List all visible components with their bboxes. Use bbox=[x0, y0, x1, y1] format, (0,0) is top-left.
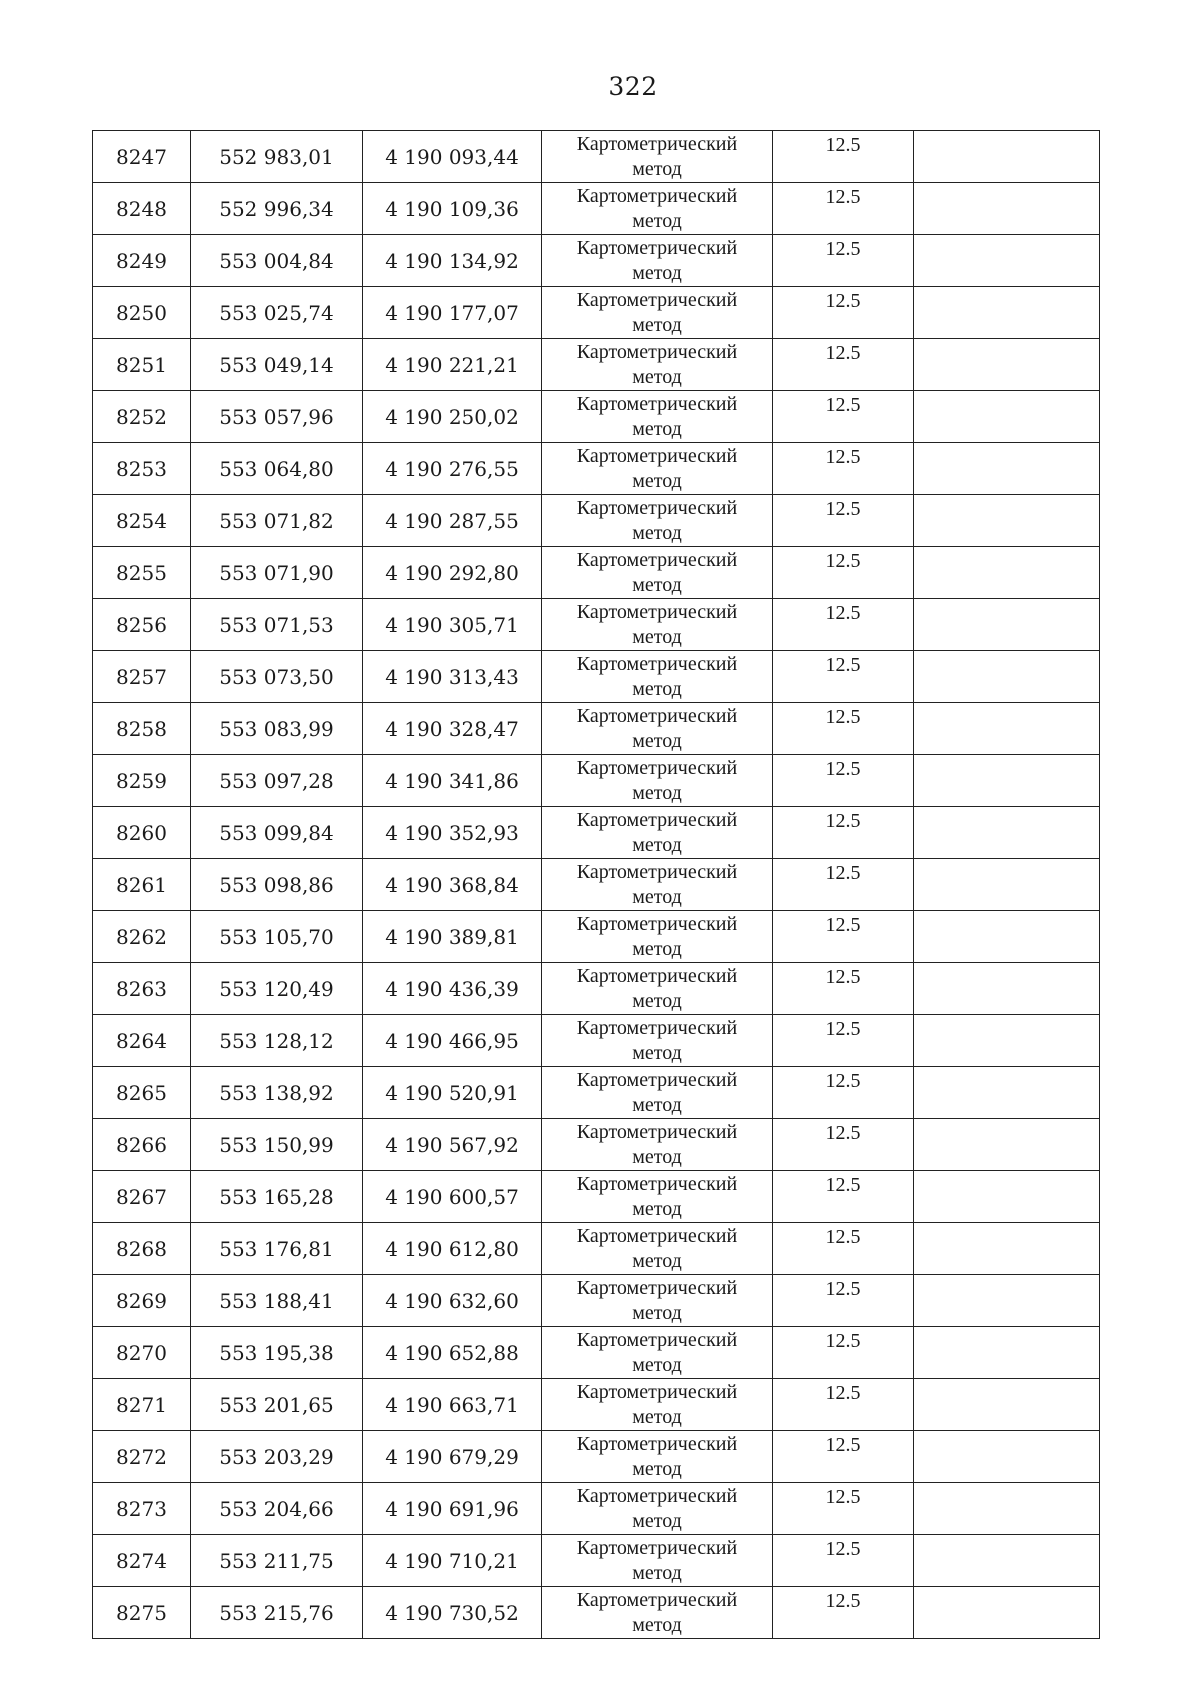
page-number: 322 bbox=[608, 72, 658, 101]
note-cell bbox=[914, 1223, 1100, 1275]
method-cell bbox=[542, 963, 773, 1015]
note-cell bbox=[914, 1535, 1100, 1587]
method-line-1: Картометрический bbox=[576, 341, 738, 363]
y-coordinate-cell: 4 190 287,55 bbox=[363, 495, 542, 547]
method-line-2: метод bbox=[632, 990, 682, 1012]
method-line-2: метод bbox=[632, 158, 682, 180]
table-row bbox=[93, 183, 1100, 235]
y-coordinate-cell: 4 190 134,92 bbox=[363, 235, 542, 287]
accuracy-cell: 12.5 bbox=[773, 131, 914, 183]
point-number-cell: 8272 bbox=[93, 1431, 191, 1483]
accuracy-cell: 12.5 bbox=[773, 807, 914, 859]
x-coordinate-cell: 553 064,80 bbox=[191, 443, 363, 495]
method-line-2: метод bbox=[632, 1562, 682, 1584]
table-row bbox=[93, 911, 1100, 963]
method-line-1: Картометрический bbox=[576, 393, 738, 415]
accuracy-cell: 12.5 bbox=[773, 599, 914, 651]
method-cell bbox=[542, 859, 773, 911]
note-cell bbox=[914, 1587, 1100, 1639]
accuracy-cell: 12.5 bbox=[773, 1535, 914, 1587]
table-row bbox=[93, 703, 1100, 755]
point-number-cell: 8254 bbox=[93, 495, 191, 547]
method-line-2: метод bbox=[632, 886, 682, 908]
method-cell bbox=[542, 807, 773, 859]
accuracy-cell: 12.5 bbox=[773, 1171, 914, 1223]
x-coordinate-cell: 553 176,81 bbox=[191, 1223, 363, 1275]
method-line-1: Картометрический bbox=[576, 601, 738, 623]
accuracy-cell: 12.5 bbox=[773, 443, 914, 495]
y-coordinate-cell: 4 190 276,55 bbox=[363, 443, 542, 495]
table-row bbox=[93, 755, 1100, 807]
method-line-2: метод bbox=[632, 574, 682, 596]
method-line-2: метод bbox=[632, 782, 682, 804]
note-cell bbox=[914, 1067, 1100, 1119]
accuracy-cell: 12.5 bbox=[773, 287, 914, 339]
method-line-2: метод bbox=[632, 262, 682, 284]
note-cell bbox=[914, 1327, 1100, 1379]
y-coordinate-cell: 4 190 600,57 bbox=[363, 1171, 542, 1223]
method-cell bbox=[542, 1275, 773, 1327]
method-line-1: Картометрический bbox=[576, 1225, 738, 1247]
x-coordinate-cell: 553 138,92 bbox=[191, 1067, 363, 1119]
method-cell bbox=[542, 1119, 773, 1171]
method-line-2: метод bbox=[632, 938, 682, 960]
accuracy-cell: 12.5 bbox=[773, 339, 914, 391]
accuracy-cell: 12.5 bbox=[773, 755, 914, 807]
method-cell bbox=[542, 443, 773, 495]
accuracy-cell: 12.5 bbox=[773, 1327, 914, 1379]
accuracy-cell: 12.5 bbox=[773, 911, 914, 963]
method-line-2: метод bbox=[632, 834, 682, 856]
table-row bbox=[93, 235, 1100, 287]
x-coordinate-cell: 553 203,29 bbox=[191, 1431, 363, 1483]
method-line-1: Картометрический bbox=[576, 861, 738, 883]
note-cell bbox=[914, 495, 1100, 547]
table-row bbox=[93, 1431, 1100, 1483]
method-line-1: Картометрический bbox=[576, 1381, 738, 1403]
x-coordinate-cell: 553 025,74 bbox=[191, 287, 363, 339]
method-line-1: Картометрический bbox=[576, 1277, 738, 1299]
accuracy-cell: 12.5 bbox=[773, 391, 914, 443]
method-cell bbox=[542, 339, 773, 391]
method-line-2: метод bbox=[632, 210, 682, 232]
point-number-cell: 8258 bbox=[93, 703, 191, 755]
accuracy-cell: 12.5 bbox=[773, 1379, 914, 1431]
note-cell bbox=[914, 1483, 1100, 1535]
method-line-2: метод bbox=[632, 470, 682, 492]
table-row bbox=[93, 1379, 1100, 1431]
method-line-2: метод bbox=[632, 314, 682, 336]
method-line-2: метод bbox=[632, 418, 682, 440]
accuracy-cell: 12.5 bbox=[773, 1587, 914, 1639]
method-cell bbox=[542, 1379, 773, 1431]
method-line-1: Картометрический bbox=[576, 913, 738, 935]
note-cell bbox=[914, 911, 1100, 963]
point-number-cell: 8247 bbox=[93, 131, 191, 183]
y-coordinate-cell: 4 190 328,47 bbox=[363, 703, 542, 755]
method-line-2: метод bbox=[632, 1146, 682, 1168]
x-coordinate-cell: 553 071,53 bbox=[191, 599, 363, 651]
point-number-cell: 8251 bbox=[93, 339, 191, 391]
method-line-1: Картометрический bbox=[576, 549, 738, 571]
method-cell bbox=[542, 651, 773, 703]
method-line-1: Картометрический bbox=[576, 1017, 738, 1039]
x-coordinate-cell: 553 195,38 bbox=[191, 1327, 363, 1379]
note-cell bbox=[914, 651, 1100, 703]
table-row bbox=[93, 1015, 1100, 1067]
method-line-1: Картометрический bbox=[576, 185, 738, 207]
x-coordinate-cell: 553 099,84 bbox=[191, 807, 363, 859]
coordinates-table bbox=[92, 130, 1100, 1639]
y-coordinate-cell: 4 190 710,21 bbox=[363, 1535, 542, 1587]
x-coordinate-cell: 553 211,75 bbox=[191, 1535, 363, 1587]
table-body bbox=[93, 131, 1100, 1639]
method-line-1: Картометрический bbox=[576, 1589, 738, 1611]
method-cell bbox=[542, 1223, 773, 1275]
point-number-cell: 8256 bbox=[93, 599, 191, 651]
accuracy-cell: 12.5 bbox=[773, 1015, 914, 1067]
table-row bbox=[93, 443, 1100, 495]
point-number-cell: 8257 bbox=[93, 651, 191, 703]
method-line-1: Картометрический bbox=[576, 1485, 738, 1507]
method-line-2: метод bbox=[632, 1094, 682, 1116]
note-cell bbox=[914, 287, 1100, 339]
point-number-cell: 8263 bbox=[93, 963, 191, 1015]
method-cell bbox=[542, 911, 773, 963]
accuracy-cell: 12.5 bbox=[773, 495, 914, 547]
method-line-1: Картометрический bbox=[576, 1069, 738, 1091]
note-cell bbox=[914, 1171, 1100, 1223]
note-cell bbox=[914, 963, 1100, 1015]
y-coordinate-cell: 4 190 341,86 bbox=[363, 755, 542, 807]
method-line-2: метод bbox=[632, 730, 682, 752]
x-coordinate-cell: 553 004,84 bbox=[191, 235, 363, 287]
note-cell bbox=[914, 755, 1100, 807]
method-cell bbox=[542, 1535, 773, 1587]
table-row bbox=[93, 1483, 1100, 1535]
y-coordinate-cell: 4 190 436,39 bbox=[363, 963, 542, 1015]
method-line-1: Картометрический bbox=[576, 1121, 738, 1143]
note-cell bbox=[914, 443, 1100, 495]
note-cell bbox=[914, 339, 1100, 391]
point-number-cell: 8248 bbox=[93, 183, 191, 235]
y-coordinate-cell: 4 190 177,07 bbox=[363, 287, 542, 339]
table-row bbox=[93, 599, 1100, 651]
point-number-cell: 8265 bbox=[93, 1067, 191, 1119]
method-line-1: Картометрический bbox=[576, 1433, 738, 1455]
table-row bbox=[93, 859, 1100, 911]
method-cell bbox=[542, 599, 773, 651]
note-cell bbox=[914, 599, 1100, 651]
table-row bbox=[93, 1327, 1100, 1379]
method-line-2: метод bbox=[632, 1614, 682, 1636]
point-number-cell: 8249 bbox=[93, 235, 191, 287]
table-row bbox=[93, 651, 1100, 703]
note-cell bbox=[914, 1275, 1100, 1327]
y-coordinate-cell: 4 190 520,91 bbox=[363, 1067, 542, 1119]
point-number-cell: 8275 bbox=[93, 1587, 191, 1639]
note-cell bbox=[914, 1379, 1100, 1431]
point-number-cell: 8262 bbox=[93, 911, 191, 963]
accuracy-cell: 12.5 bbox=[773, 1275, 914, 1327]
point-number-cell: 8255 bbox=[93, 547, 191, 599]
method-line-1: Картометрический bbox=[576, 1537, 738, 1559]
point-number-cell: 8253 bbox=[93, 443, 191, 495]
accuracy-cell: 12.5 bbox=[773, 703, 914, 755]
table-row bbox=[93, 1587, 1100, 1639]
method-line-1: Картометрический bbox=[576, 965, 738, 987]
method-line-2: метод bbox=[632, 1458, 682, 1480]
x-coordinate-cell: 553 120,49 bbox=[191, 963, 363, 1015]
point-number-cell: 8267 bbox=[93, 1171, 191, 1223]
y-coordinate-cell: 4 190 368,84 bbox=[363, 859, 542, 911]
x-coordinate-cell: 553 097,28 bbox=[191, 755, 363, 807]
method-line-1: Картометрический bbox=[576, 653, 738, 675]
x-coordinate-cell: 553 083,99 bbox=[191, 703, 363, 755]
y-coordinate-cell: 4 190 313,43 bbox=[363, 651, 542, 703]
y-coordinate-cell: 4 190 221,21 bbox=[363, 339, 542, 391]
method-cell bbox=[542, 495, 773, 547]
accuracy-cell: 12.5 bbox=[773, 1067, 914, 1119]
x-coordinate-cell: 553 071,82 bbox=[191, 495, 363, 547]
point-number-cell: 8271 bbox=[93, 1379, 191, 1431]
point-number-cell: 8273 bbox=[93, 1483, 191, 1535]
method-line-1: Картометрический bbox=[576, 133, 738, 155]
y-coordinate-cell: 4 190 567,92 bbox=[363, 1119, 542, 1171]
y-coordinate-cell: 4 190 305,71 bbox=[363, 599, 542, 651]
y-coordinate-cell: 4 190 691,96 bbox=[363, 1483, 542, 1535]
y-coordinate-cell: 4 190 466,95 bbox=[363, 1015, 542, 1067]
note-cell bbox=[914, 703, 1100, 755]
method-cell bbox=[542, 755, 773, 807]
method-line-2: метод bbox=[632, 1198, 682, 1220]
method-line-1: Картометрический bbox=[576, 289, 738, 311]
point-number-cell: 8259 bbox=[93, 755, 191, 807]
x-coordinate-cell: 553 073,50 bbox=[191, 651, 363, 703]
method-line-2: метод bbox=[632, 522, 682, 544]
method-line-1: Картометрический bbox=[576, 757, 738, 779]
note-cell bbox=[914, 859, 1100, 911]
method-line-2: метод bbox=[632, 1250, 682, 1272]
x-coordinate-cell: 552 996,34 bbox=[191, 183, 363, 235]
method-cell bbox=[542, 183, 773, 235]
x-coordinate-cell: 553 201,65 bbox=[191, 1379, 363, 1431]
table-row bbox=[93, 807, 1100, 859]
table-row bbox=[93, 1067, 1100, 1119]
point-number-cell: 8270 bbox=[93, 1327, 191, 1379]
table-row bbox=[93, 1119, 1100, 1171]
method-cell bbox=[542, 547, 773, 599]
point-number-cell: 8252 bbox=[93, 391, 191, 443]
table-row bbox=[93, 1275, 1100, 1327]
accuracy-cell: 12.5 bbox=[773, 183, 914, 235]
y-coordinate-cell: 4 190 109,36 bbox=[363, 183, 542, 235]
y-coordinate-cell: 4 190 652,88 bbox=[363, 1327, 542, 1379]
point-number-cell: 8261 bbox=[93, 859, 191, 911]
accuracy-cell: 12.5 bbox=[773, 963, 914, 1015]
method-cell bbox=[542, 1483, 773, 1535]
x-coordinate-cell: 553 165,28 bbox=[191, 1171, 363, 1223]
y-coordinate-cell: 4 190 352,93 bbox=[363, 807, 542, 859]
note-cell bbox=[914, 131, 1100, 183]
method-cell bbox=[542, 235, 773, 287]
method-line-2: метод bbox=[632, 1354, 682, 1376]
method-cell bbox=[542, 391, 773, 443]
accuracy-cell: 12.5 bbox=[773, 1431, 914, 1483]
y-coordinate-cell: 4 190 730,52 bbox=[363, 1587, 542, 1639]
y-coordinate-cell: 4 190 292,80 bbox=[363, 547, 542, 599]
x-coordinate-cell: 553 057,96 bbox=[191, 391, 363, 443]
note-cell bbox=[914, 235, 1100, 287]
accuracy-cell: 12.5 bbox=[773, 1119, 914, 1171]
y-coordinate-cell: 4 190 389,81 bbox=[363, 911, 542, 963]
method-line-2: метод bbox=[632, 366, 682, 388]
note-cell bbox=[914, 391, 1100, 443]
table-row bbox=[93, 131, 1100, 183]
x-coordinate-cell: 553 204,66 bbox=[191, 1483, 363, 1535]
y-coordinate-cell: 4 190 612,80 bbox=[363, 1223, 542, 1275]
point-number-cell: 8266 bbox=[93, 1119, 191, 1171]
method-line-1: Картометрический bbox=[576, 237, 738, 259]
method-cell bbox=[542, 1431, 773, 1483]
method-cell bbox=[542, 287, 773, 339]
accuracy-cell: 12.5 bbox=[773, 859, 914, 911]
table-row bbox=[93, 1223, 1100, 1275]
x-coordinate-cell: 553 128,12 bbox=[191, 1015, 363, 1067]
point-number-cell: 8269 bbox=[93, 1275, 191, 1327]
y-coordinate-cell: 4 190 250,02 bbox=[363, 391, 542, 443]
method-line-2: метод bbox=[632, 626, 682, 648]
y-coordinate-cell: 4 190 093,44 bbox=[363, 131, 542, 183]
point-number-cell: 8250 bbox=[93, 287, 191, 339]
method-line-1: Картометрический bbox=[576, 445, 738, 467]
method-line-2: метод bbox=[632, 1302, 682, 1324]
table-row bbox=[93, 547, 1100, 599]
table-row bbox=[93, 963, 1100, 1015]
method-line-1: Картометрический bbox=[576, 809, 738, 831]
method-cell bbox=[542, 1067, 773, 1119]
accuracy-cell: 12.5 bbox=[773, 547, 914, 599]
point-number-cell: 8274 bbox=[93, 1535, 191, 1587]
method-line-1: Картометрический bbox=[576, 497, 738, 519]
method-cell bbox=[542, 1327, 773, 1379]
note-cell bbox=[914, 807, 1100, 859]
accuracy-cell: 12.5 bbox=[773, 651, 914, 703]
x-coordinate-cell: 553 188,41 bbox=[191, 1275, 363, 1327]
note-cell bbox=[914, 1015, 1100, 1067]
note-cell bbox=[914, 547, 1100, 599]
accuracy-cell: 12.5 bbox=[773, 1223, 914, 1275]
method-line-2: метод bbox=[632, 1510, 682, 1532]
x-coordinate-cell: 553 098,86 bbox=[191, 859, 363, 911]
note-cell bbox=[914, 183, 1100, 235]
point-number-cell: 8260 bbox=[93, 807, 191, 859]
point-number-cell: 8264 bbox=[93, 1015, 191, 1067]
y-coordinate-cell: 4 190 632,60 bbox=[363, 1275, 542, 1327]
table-row bbox=[93, 287, 1100, 339]
table-row bbox=[93, 1535, 1100, 1587]
table-row bbox=[93, 495, 1100, 547]
accuracy-cell: 12.5 bbox=[773, 235, 914, 287]
method-cell bbox=[542, 131, 773, 183]
table-row bbox=[93, 1171, 1100, 1223]
method-line-1: Картометрический bbox=[576, 705, 738, 727]
y-coordinate-cell: 4 190 663,71 bbox=[363, 1379, 542, 1431]
point-number-cell: 8268 bbox=[93, 1223, 191, 1275]
method-line-2: метод bbox=[632, 1406, 682, 1428]
x-coordinate-cell: 553 215,76 bbox=[191, 1587, 363, 1639]
x-coordinate-cell: 553 049,14 bbox=[191, 339, 363, 391]
method-line-2: метод bbox=[632, 678, 682, 700]
table-row bbox=[93, 391, 1100, 443]
note-cell bbox=[914, 1119, 1100, 1171]
method-cell bbox=[542, 1587, 773, 1639]
method-cell bbox=[542, 1015, 773, 1067]
method-cell bbox=[542, 1171, 773, 1223]
method-line-2: метод bbox=[632, 1042, 682, 1064]
method-line-1: Картометрический bbox=[576, 1173, 738, 1195]
method-line-1: Картометрический bbox=[576, 1329, 738, 1351]
table-row bbox=[93, 339, 1100, 391]
accuracy-cell: 12.5 bbox=[773, 1483, 914, 1535]
x-coordinate-cell: 553 150,99 bbox=[191, 1119, 363, 1171]
x-coordinate-cell: 553 071,90 bbox=[191, 547, 363, 599]
method-cell bbox=[542, 703, 773, 755]
x-coordinate-cell: 553 105,70 bbox=[191, 911, 363, 963]
note-cell bbox=[914, 1431, 1100, 1483]
y-coordinate-cell: 4 190 679,29 bbox=[363, 1431, 542, 1483]
x-coordinate-cell: 552 983,01 bbox=[191, 131, 363, 183]
